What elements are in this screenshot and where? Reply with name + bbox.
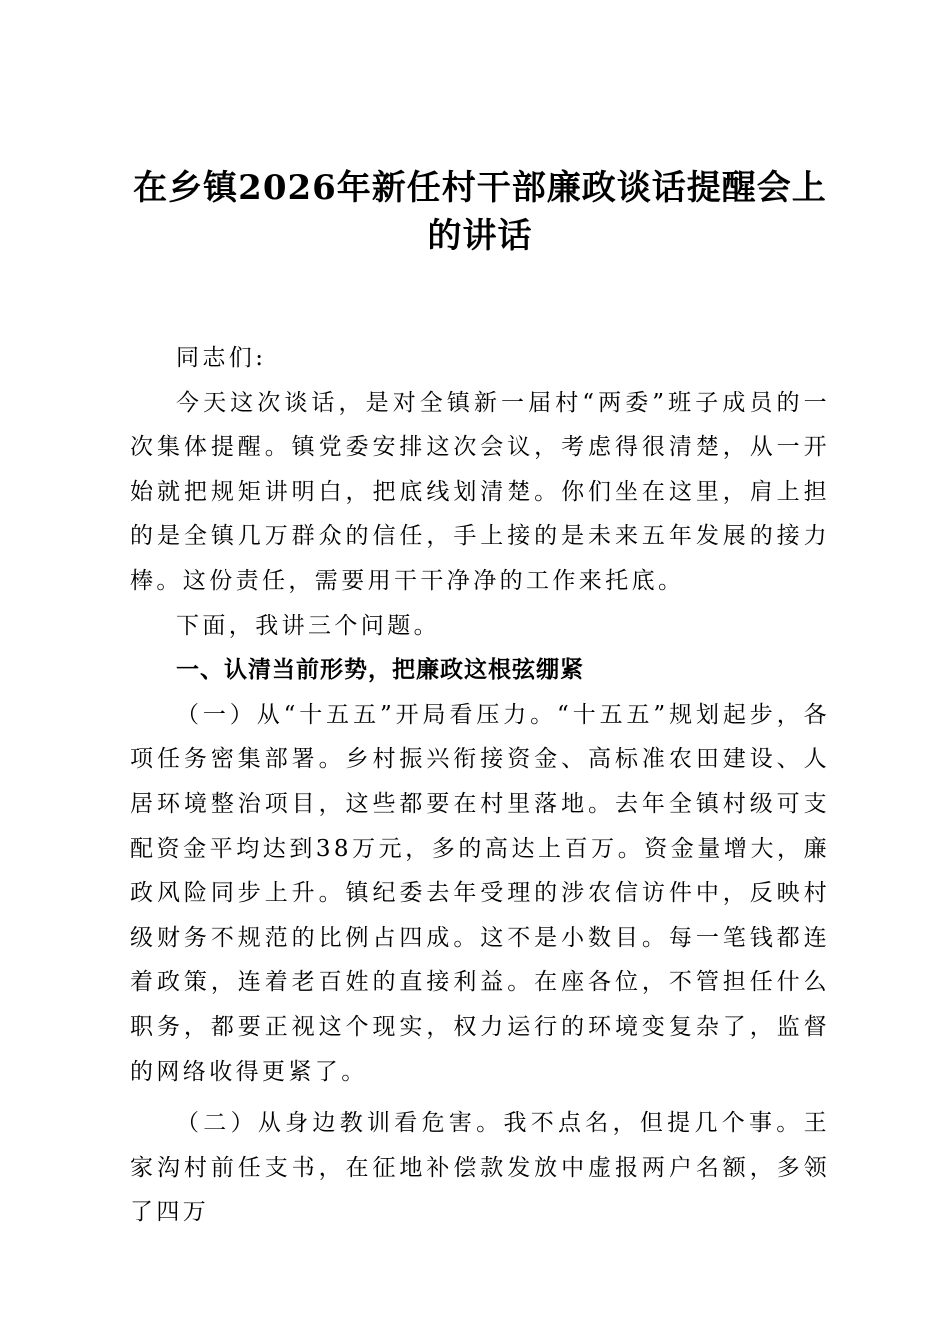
section-1-paragraph-1: （一）从“十五五”开局看压力。“十五五”规划起步，各项任务密集部署。乡村振兴衔接资金、高标准农田建设、人居环境整治项目，这些都要在村里落地。去年全镇村级可支配资金平均达到38万元，多的高达上百万。资金量增大，廉政风险同步上升。镇纪委去年受理的涉农信访件中，反映村级财务不规范的比例占四成。这不是小数目。每一笔钱都连着政策，连着老百姓的直接利益。在座各位，不管担任什么职务，都要正视这个现实，权力运行的环境变复杂了，监督的网络收得更紧了。	[130, 701, 830, 1085]
paragraph-outline: 下面，我讲三个问题。	[176, 612, 440, 639]
section-1-paragraph-2: （二）从身边教训看危害。我不点名，但提几个事。王家沟村前任支书，在征地补偿款发放中虚报两户名额，多领了四万	[130, 1110, 830, 1226]
paragraph-intro: 今天这次谈话，是对全镇新一届村“两委”班子成员的一次集体提醒。镇党委安排这次会议，考虑得很清楚，从一开始就把规矩讲明白，把底线划清楚。你们坐在这里，肩上担的是全镇几万群众的信任，手上接的是未来五年发展的接力棒。这份责任，需要用干干净净的工作来托底。	[130, 389, 830, 594]
title-line-2: 的讲话	[427, 216, 533, 256]
title-line-1: 在乡镇2026年新任村干部廉政谈话提醒会上	[133, 168, 827, 208]
section-1-heading: 一、认清当前形势，把廉政这根弦绷紧	[176, 657, 584, 684]
document-body	[130, 336, 830, 1235]
document-title	[130, 164, 830, 260]
salutation: 同志们:	[176, 345, 267, 371]
